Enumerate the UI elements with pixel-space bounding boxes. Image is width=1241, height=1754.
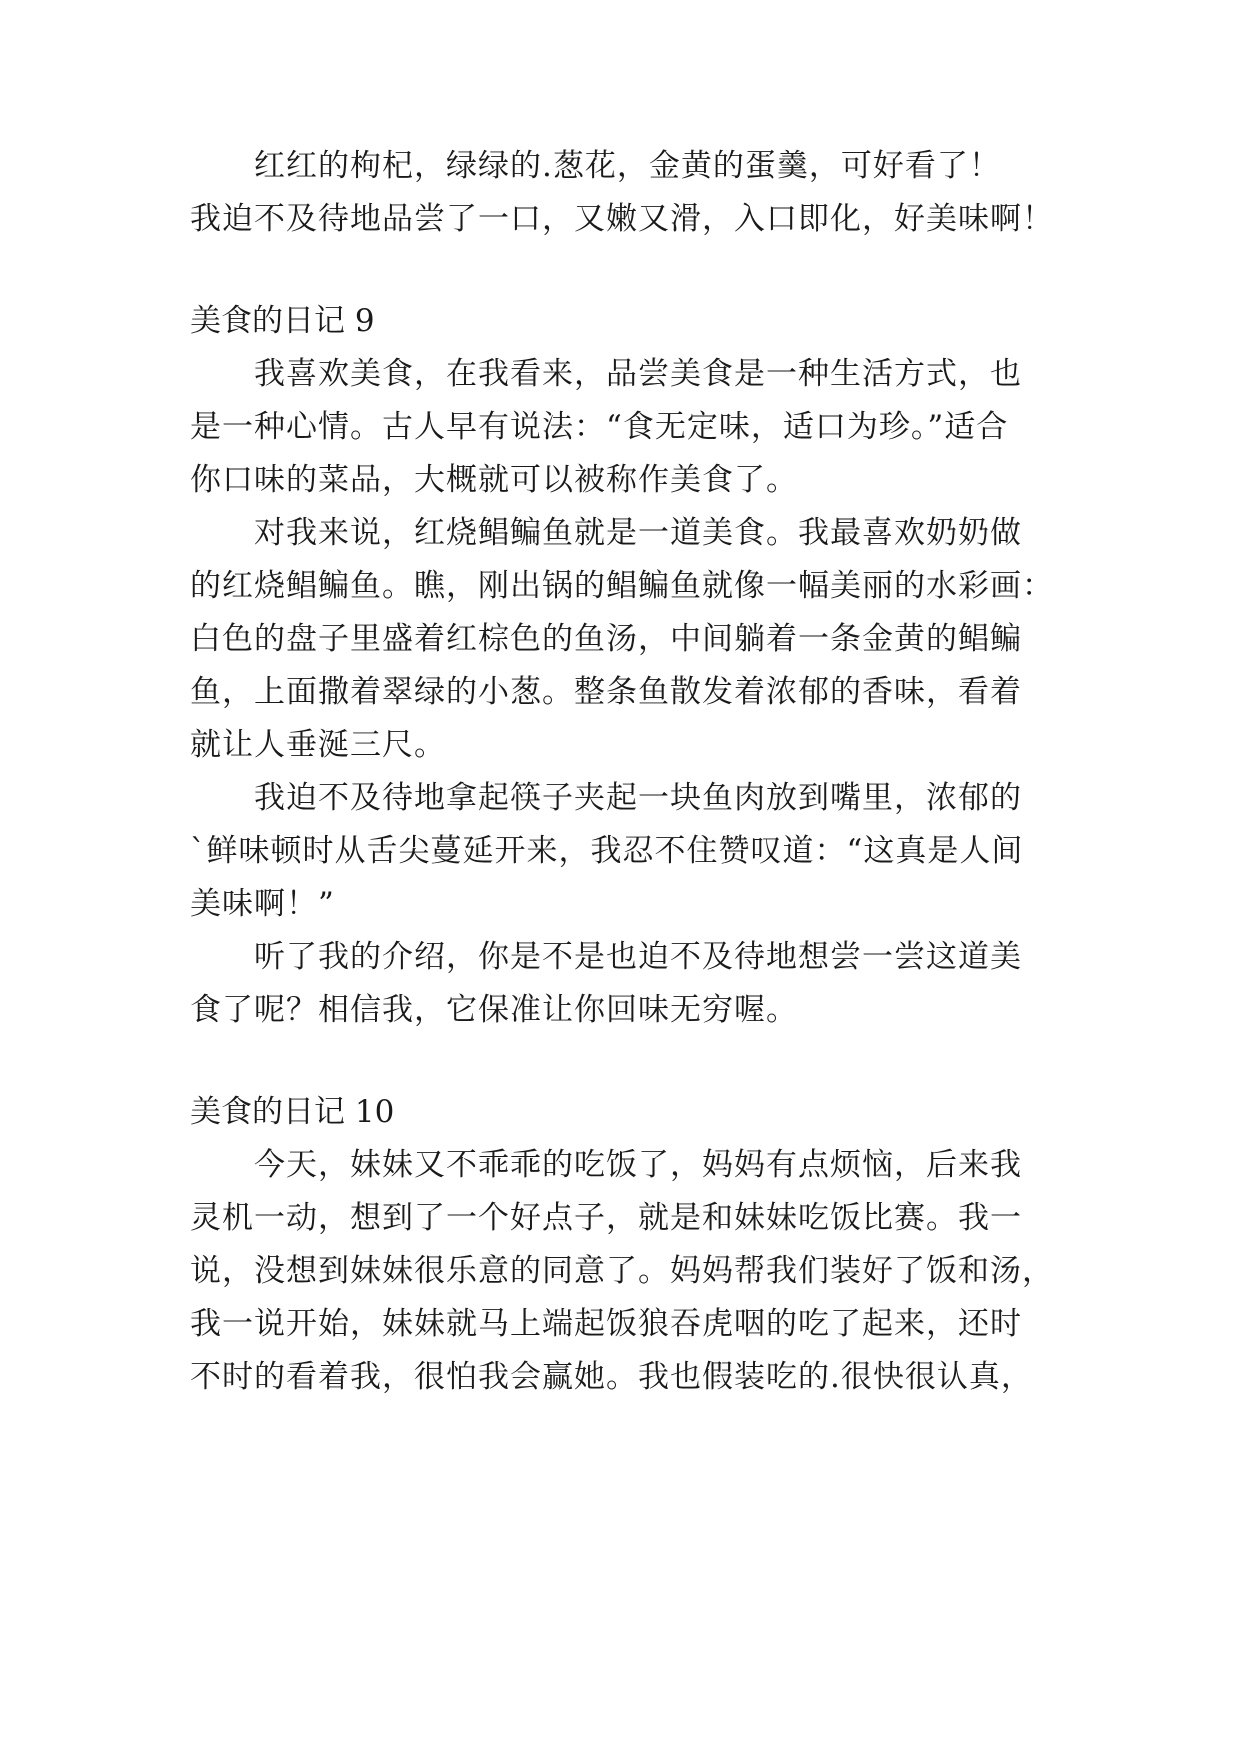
paragraph-line: 白色的盘子里盛着红棕色的鱼汤，中间躺着一条金黄的鲳鳊 xyxy=(190,621,1022,657)
entry-9-title: 美食的日记 9 xyxy=(190,303,375,339)
entry-10-title: 美食的日记 10 xyxy=(190,1094,395,1130)
paragraph-line: 就让人垂涎三尺。 xyxy=(190,727,446,763)
paragraph-line: 我迫不及待地拿起筷子夹起一块鱼肉放到嘴里，浓郁的 xyxy=(254,780,1022,816)
paragraph-line: `鲜味顿时从舌尖蔓延开来，我忍不住赞叹道：“这真是人间 xyxy=(190,833,1024,869)
paragraph-line: 对我来说，红烧鲳鳊鱼就是一道美食。我最喜欢奶奶做 xyxy=(254,515,1022,551)
paragraph-line: 听了我的介绍，你是不是也迫不及待地想尝一尝这道美 xyxy=(254,939,1022,975)
intro-line-2: 我迫不及待地品尝了一口，又嫩又滑，入口即化，好美味啊！ xyxy=(190,201,1054,237)
paragraph-line: 不时的看着我，很怕我会赢她。我也假装吃的.很快很认真， xyxy=(190,1359,1033,1395)
paragraph-line: 的红烧鲳鳊鱼。瞧，刚出锅的鲳鳊鱼就像一幅美丽的水彩画： xyxy=(190,568,1054,604)
paragraph-line: 鱼，上面撒着翠绿的小葱。整条鱼散发着浓郁的香味，看着 xyxy=(190,674,1022,710)
paragraph-line: 说，没想到妹妹很乐意的同意了。妈妈帮我们装好了饭和汤， xyxy=(190,1253,1054,1289)
paragraph-line: 你口味的菜品，大概就可以被称作美食了。 xyxy=(190,462,798,498)
paragraph-line: 灵机一动，想到了一个好点子，就是和妹妹吃饭比赛。我一 xyxy=(190,1200,1022,1236)
paragraph-line: 今天，妹妹又不乖乖的吃饭了，妈妈有点烦恼，后来我 xyxy=(254,1147,1022,1183)
paragraph-line: 是一种心情。古人早有说法：“食无定味，适口为珍。”适合 xyxy=(190,409,1009,445)
paragraph-line: 食了呢？相信我，它保准让你回味无穷喔。 xyxy=(190,992,798,1028)
intro-line-1: 红红的枸杞，绿绿的.葱花，金黄的蛋羹，可好看了！ xyxy=(254,148,1001,184)
paragraph-line: 美味啊！” xyxy=(190,886,335,922)
paragraph-line: 我一说开始，妹妹就马上端起饭狼吞虎咽的吃了起来，还时 xyxy=(190,1306,1022,1342)
paragraph-line: 我喜欢美食，在我看来，品尝美食是一种生活方式，也 xyxy=(254,356,1022,392)
